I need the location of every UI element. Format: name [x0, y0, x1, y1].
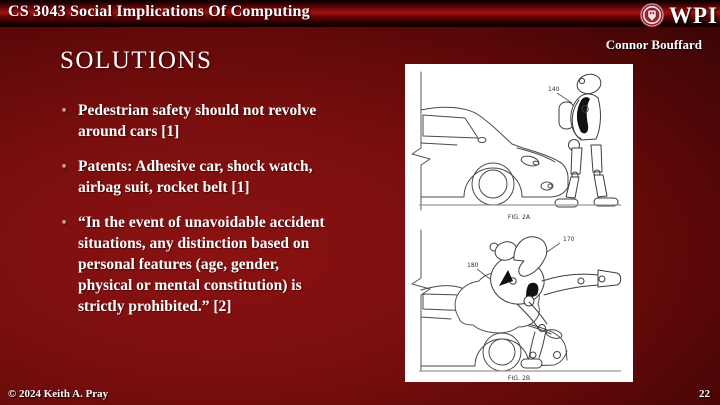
bullet-text: “In the event of unavoidable accident situations, any distinction based on personal features (age, gender, physical or mental constitution) is strictly prohibited.” [2] [78, 214, 325, 315]
figure-caption-2b: FIG. 2B [507, 375, 531, 382]
wpi-seal-icon [639, 2, 665, 28]
figure-label-180: 180 [467, 262, 479, 269]
patent-figure-2a [405, 64, 633, 224]
patent-figures-panel [405, 64, 633, 382]
bullet-text: Patents: Adhesive car, shock watch, airbag suit, rocket belt [1] [78, 158, 313, 196]
slide-page-number: 22 [699, 388, 710, 400]
car-drawing [421, 107, 568, 205]
slide-title: SOLUTIONS [60, 47, 213, 74]
figure-border-lines [412, 230, 430, 370]
course-header-bar [0, 0, 720, 27]
bullet-list [58, 100, 398, 331]
bullet-text: Pedestrian safety should not revolve around cars [1] [78, 102, 317, 140]
bullet-item [58, 100, 398, 142]
bullet-item [58, 212, 398, 317]
presenter-name: Connor Bouffard [605, 37, 702, 52]
label-leader-line [557, 93, 572, 103]
patent-figure-2b [405, 224, 633, 382]
figure-label-140: 140 [548, 86, 560, 93]
bullet-icon: • [60, 160, 68, 173]
dummy-drawing [490, 237, 621, 368]
figure-label-170: 170 [563, 236, 575, 243]
bullet-item [58, 156, 398, 198]
figure-caption-2a: FIG. 2A [507, 214, 531, 221]
bullet-icon: • [60, 104, 68, 117]
dummy-drawing [555, 72, 618, 207]
label-leader-line [547, 243, 560, 252]
bullet-icon: • [60, 216, 68, 229]
course-title: CS 3043 Social Implications Of Computing [8, 3, 310, 20]
copyright-text: © 2024 Keith A. Pray [8, 388, 109, 400]
figure-border-lines [412, 72, 430, 210]
wpi-logo-text: WPI [669, 2, 718, 28]
wpi-logo [639, 2, 718, 28]
